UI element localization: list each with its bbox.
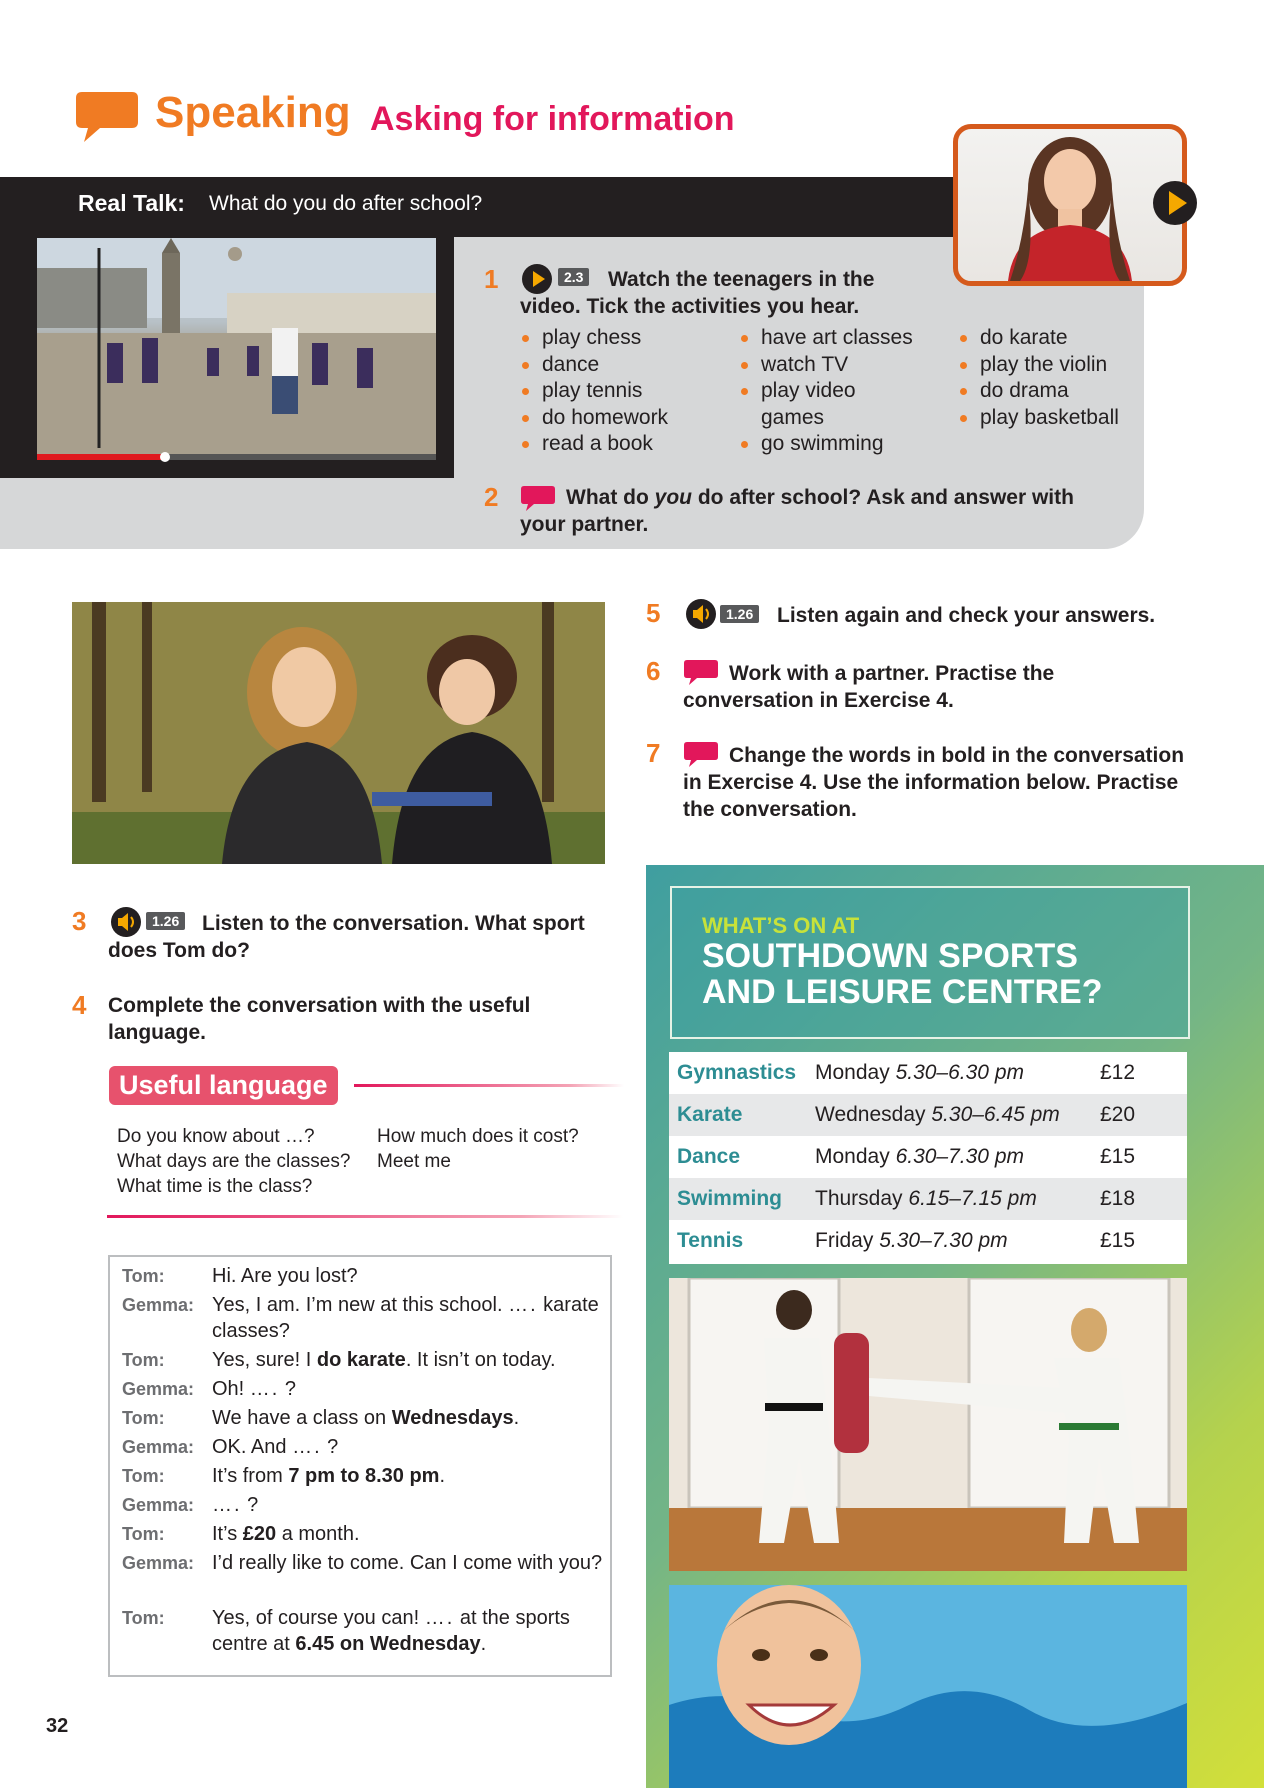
panel-kicker: WHAT’S ON AT — [702, 913, 860, 938]
exercise-panel-left — [0, 478, 454, 549]
speaker: Tom: — [122, 1266, 165, 1286]
speaker: Tom: — [122, 1408, 165, 1428]
line-text: …. ? — [212, 1494, 259, 1516]
price: £12 — [1100, 1061, 1136, 1084]
line-text: It’s from 7 pm to 8.30 pm. — [212, 1465, 446, 1487]
line-text: I’d really like to come. Can I come with you? — [212, 1552, 603, 1574]
activity-item: do karate — [956, 325, 1119, 352]
activity-item: play video — [737, 378, 913, 405]
exercise-instruction: What do you do after school? Ask and answer with your partner. — [520, 486, 1074, 536]
divider — [107, 1215, 623, 1218]
exercise-instruction: Listen to the conversation. What sport does Tom do? — [108, 912, 585, 962]
activity-item: do drama — [956, 378, 1119, 405]
activity-item: play chess — [518, 325, 668, 352]
activity-list-col3 — [956, 325, 1119, 431]
exercise-instruction: Change the words in bold in the conversation in Exercise 4. Use the information below. Practise the conversation. — [683, 744, 1185, 821]
sport-name: Gymnastics — [677, 1061, 797, 1084]
exercise-number: 6 — [646, 656, 661, 686]
activity-item: go swimming — [737, 431, 913, 458]
video-progress-fill — [37, 454, 165, 460]
track-badge: 2.3 — [558, 268, 589, 286]
price: £20 — [1100, 1103, 1136, 1126]
sport-name: Karate — [677, 1103, 743, 1126]
line-text: Hi. Are you lost? — [212, 1265, 358, 1287]
blank-gap[interactable]: …. — [212, 1494, 242, 1516]
exercise-number: 3 — [72, 906, 87, 936]
activity-item: play tennis — [518, 378, 668, 405]
exercise-number: 4 — [72, 990, 87, 1020]
exercise-instruction: Listen again and check your answers. — [777, 604, 1156, 627]
price: £15 — [1100, 1229, 1136, 1252]
speaker: Gemma: — [122, 1553, 195, 1573]
panel-title: SOUTHDOWN SPORTS AND LEISURE CENTRE? — [702, 937, 1103, 1011]
useful-language-col1 — [117, 1124, 350, 1199]
exercise-number: 2 — [484, 482, 499, 512]
table-row — [669, 1220, 1187, 1262]
line-text: Oh! …. ? — [212, 1378, 297, 1400]
speaker: Tom: — [122, 1524, 165, 1544]
activity-list-col1 — [518, 325, 668, 458]
activity-item: play the violin — [956, 352, 1119, 379]
exercise-instruction: Complete the conversation with the useful language. — [108, 994, 531, 1044]
line-text: Yes, of course you can! …. at the sports centre at 6.45 on Wednesday. — [212, 1607, 570, 1655]
divider — [354, 1084, 624, 1087]
line-text: Yes, sure! I do karate. It isn’t on today. — [212, 1349, 556, 1371]
blank-gap[interactable]: …. — [424, 1607, 455, 1629]
blank-gap[interactable]: …. — [292, 1436, 322, 1458]
useful-language-col2 — [377, 1124, 579, 1174]
speaker: Gemma: — [122, 1437, 195, 1457]
teens-photo — [72, 602, 605, 864]
class-time: Monday 5.30–6.30 pm — [815, 1061, 1024, 1084]
useful-language-title: Useful language — [109, 1066, 338, 1105]
class-time: Friday 5.30–7.30 pm — [815, 1229, 1008, 1252]
line-text: Yes, I am. I’m new at this school. …. karate classes? — [212, 1294, 599, 1342]
section-title: Speaking — [155, 88, 351, 137]
blank-gap[interactable]: …. — [249, 1378, 280, 1400]
speaker: Gemma: — [122, 1495, 195, 1515]
activity-list-col2 — [737, 325, 913, 458]
speaker: Tom: — [122, 1350, 165, 1370]
sport-name: Dance — [677, 1145, 741, 1168]
speaker: Gemma: — [122, 1295, 195, 1315]
class-time: Thursday 6.15–7.15 pm — [815, 1187, 1037, 1210]
speaker: Tom: — [122, 1608, 165, 1628]
activity-item: play basketball — [956, 405, 1119, 432]
blank-gap[interactable]: …. — [508, 1294, 538, 1316]
phrase: Meet me — [377, 1151, 451, 1172]
track-badge: 1.26 — [146, 912, 185, 930]
speaker: Tom: — [122, 1466, 165, 1486]
phrase: What time is the class? — [117, 1176, 313, 1197]
section-subtitle: Asking for information — [370, 100, 735, 138]
phrase: Do you know about …? — [117, 1126, 315, 1147]
line-text: We have a class on Wednesdays. — [212, 1407, 520, 1429]
phrase: What days are the classes? — [117, 1151, 351, 1172]
exercise-number: 5 — [646, 598, 661, 628]
exercise-instruction: Work with a partner. Practise the conversation in Exercise 4. — [683, 662, 1055, 712]
line-text: OK. And …. ? — [212, 1436, 339, 1458]
class-time: Monday 6.30–7.30 pm — [815, 1145, 1024, 1168]
karate-photo — [669, 1278, 1187, 1571]
page-number: 32 — [46, 1715, 69, 1737]
activity-item: have art classes — [737, 325, 913, 352]
table-row — [669, 1052, 1187, 1094]
exercise-instruction: Watch the teenagers in the video. Tick the activities you hear. — [520, 268, 875, 318]
activity-item: do homework — [518, 405, 668, 432]
activity-item: watch TV — [737, 352, 913, 379]
price: £18 — [1100, 1187, 1136, 1210]
exercise-number: 1 — [484, 264, 499, 294]
speaker: Gemma: — [122, 1379, 195, 1399]
video-thumbnail[interactable] — [37, 238, 436, 458]
speech-bubble-icon — [74, 88, 140, 146]
class-timetable — [669, 1052, 1187, 1264]
track-badge: 1.26 — [720, 605, 759, 623]
line-text: It’s £20 a month. — [212, 1523, 360, 1545]
video-scrubber-handle[interactable] — [160, 452, 170, 462]
activity-item: dance — [518, 352, 668, 379]
class-time: Wednesday 5.30–6.45 pm — [815, 1103, 1060, 1126]
table-row — [669, 1136, 1187, 1178]
swimming-photo — [669, 1585, 1187, 1788]
dialogue-box — [108, 1255, 612, 1677]
table-row — [669, 1178, 1187, 1220]
activity-item-continued: games — [761, 405, 825, 429]
real-talk-question: What do you do after school? — [209, 192, 483, 215]
sport-name: Tennis — [677, 1229, 744, 1252]
activity-item: read a book — [518, 431, 668, 458]
phrase: How much does it cost? — [377, 1126, 579, 1147]
sport-name: Swimming — [677, 1187, 783, 1210]
video-play-icon[interactable] — [1151, 179, 1199, 227]
real-talk-label: Real Talk: — [78, 190, 185, 216]
price: £15 — [1100, 1145, 1136, 1168]
table-row — [669, 1094, 1187, 1136]
exercise-number: 7 — [646, 738, 661, 768]
